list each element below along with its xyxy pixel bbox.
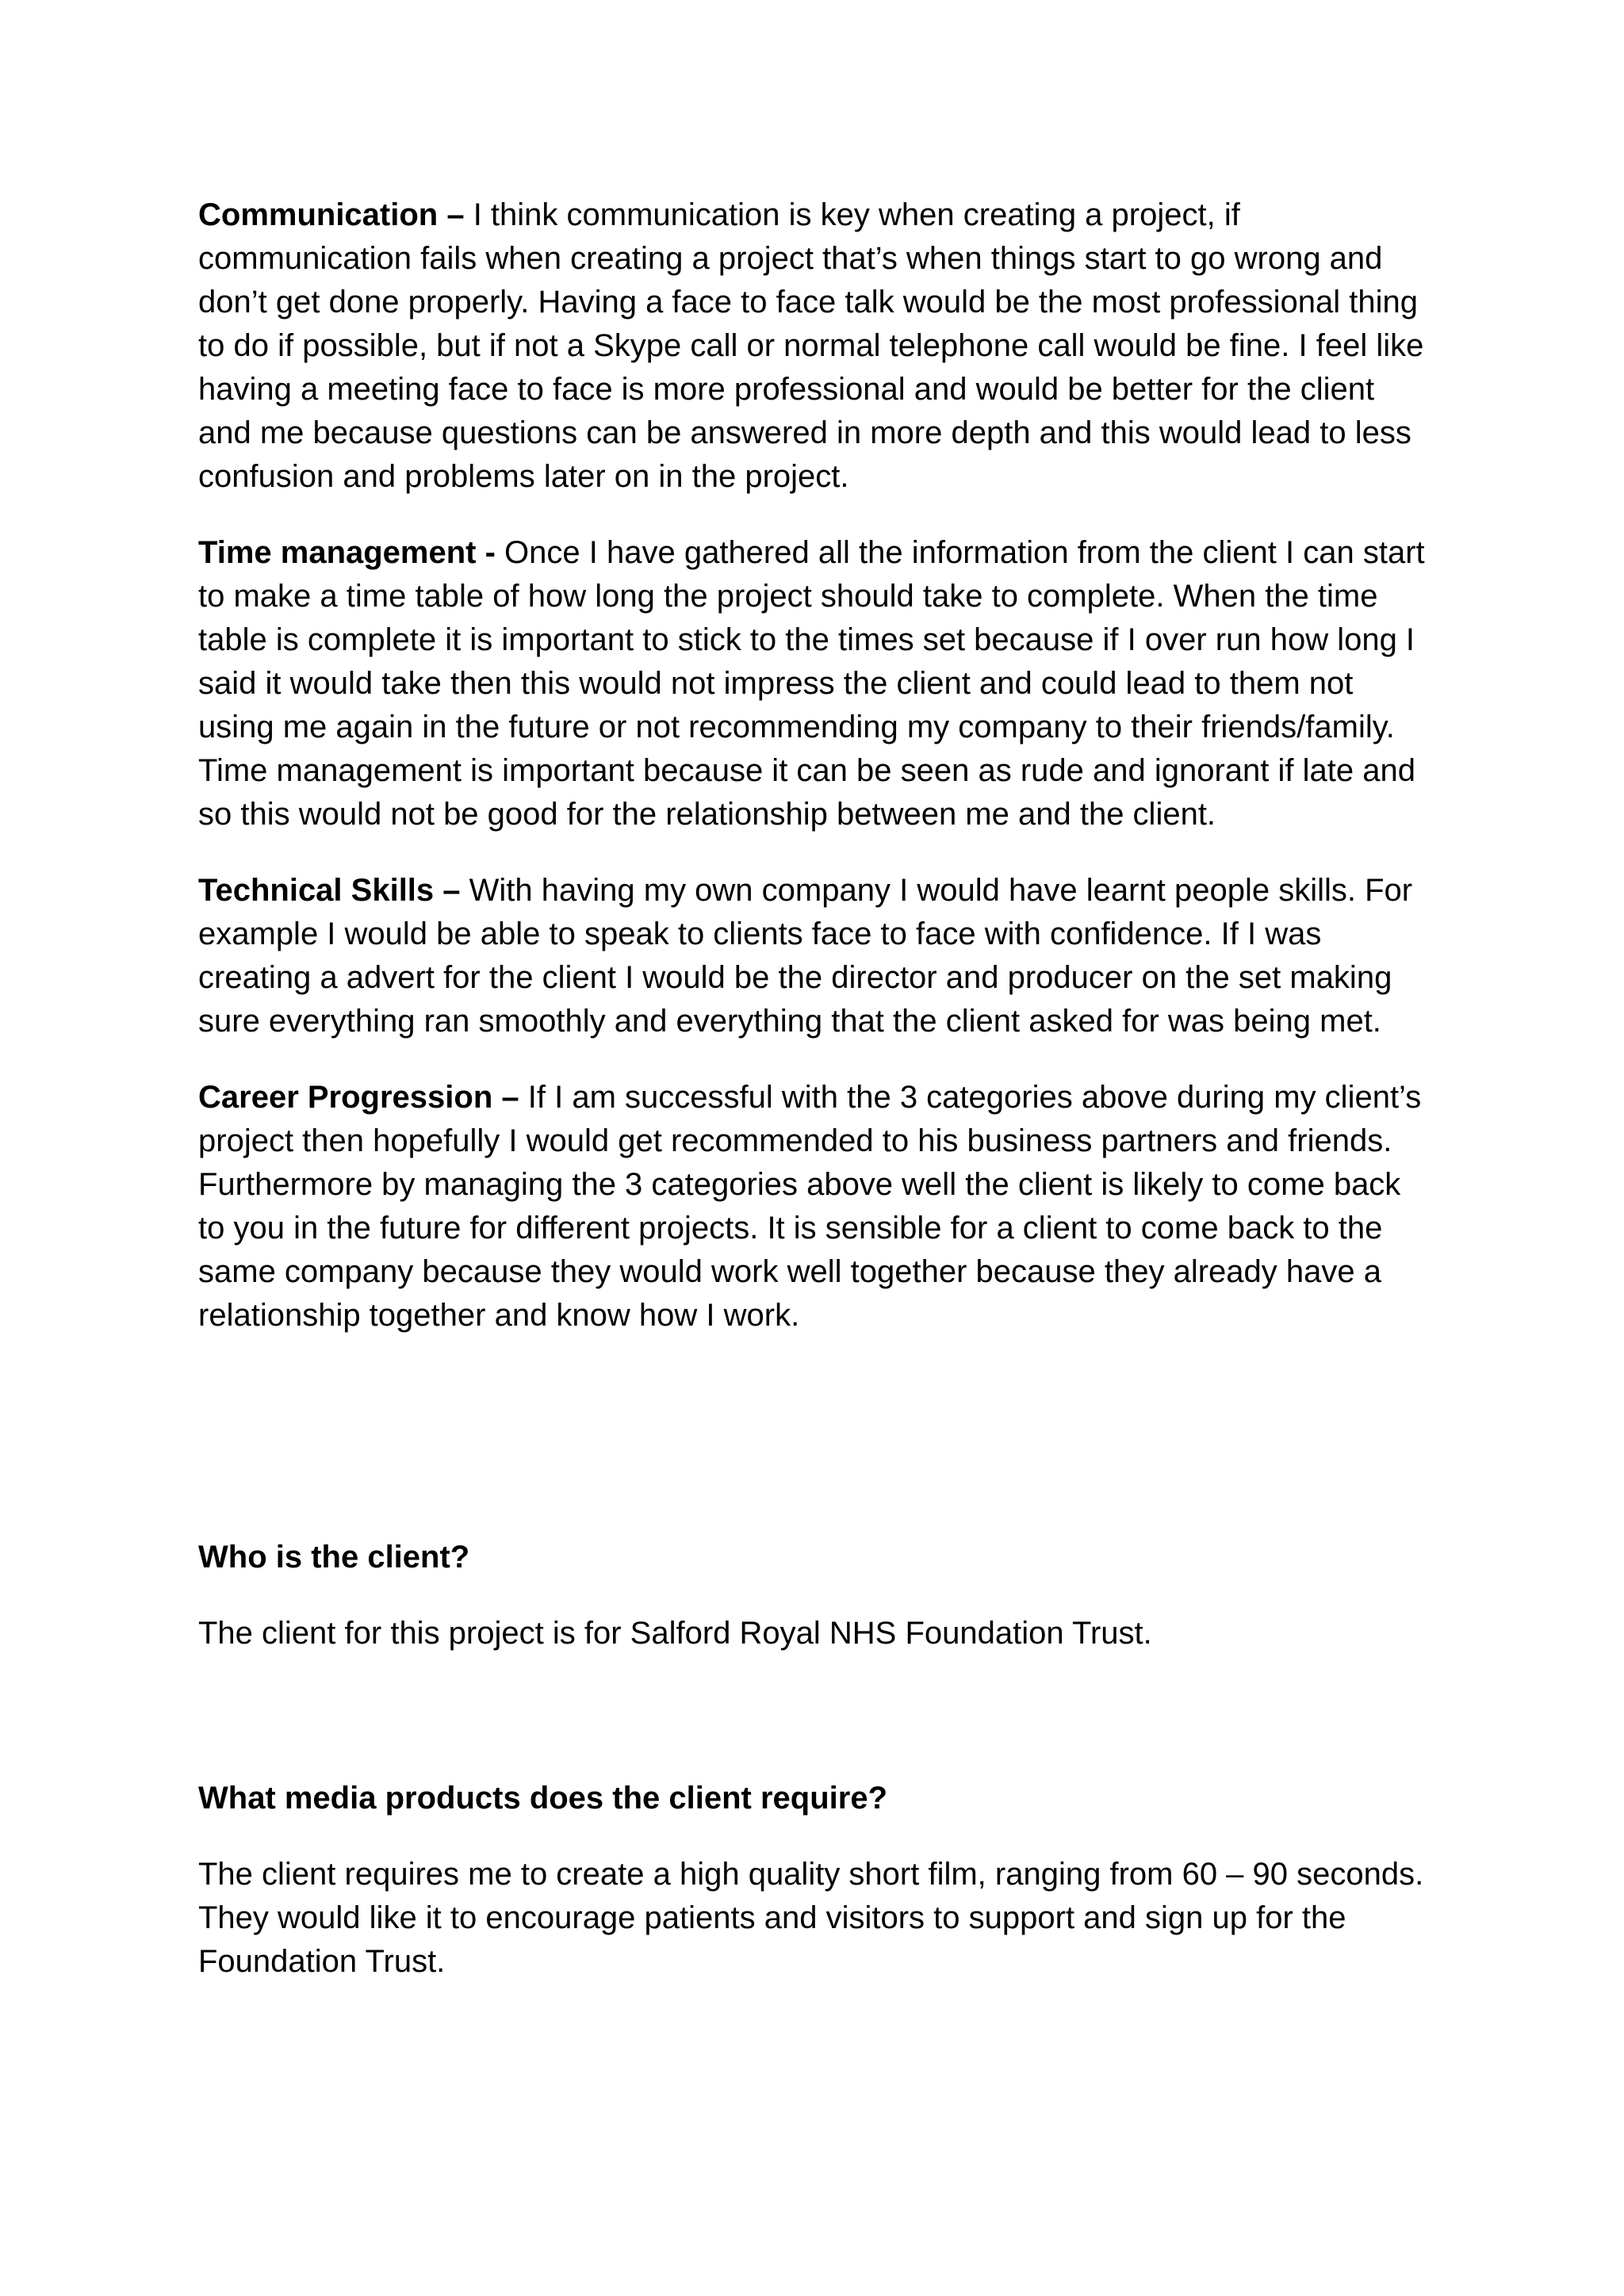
client-question-heading [198,1536,1435,1579]
document-page [198,193,1435,1984]
media-question-heading [198,1777,1435,1820]
technical-skills-text: With having my own company I would have learnt people skills. For example I would be able to speak to clients face to face with confidence. If I was creating a advert for the client I would be the director and producer on the set making sure everything ran smoothly and everything that the client asked for was being met. [198,873,1413,1039]
time-management-heading: Time management - [198,535,496,570]
technical-skills-paragraph [198,869,1435,1043]
time-management-paragraph [198,531,1435,836]
communication-heading: Communication – [198,197,465,232]
communication-text: I think communication is key when creating a project, if communication fails when creating a project that’s when things start to go wrong and don’t get done properly. Having a face to face talk would be the most professional thing to do if possible, but if not a Skype call or normal telephone call would be fine. I feel like having a meeting face to face is more professional and would be better for the client and me because questions can be answered in more depth and this would lead to less confusion and problems later on in the project. [198,197,1424,494]
media-question-text: What media products does the client require? [198,1781,888,1816]
career-progression-heading: Career Progression – [198,1080,519,1115]
communication-paragraph [198,193,1435,499]
time-management-text: Once I have gathered all the information from the client I can start to make a time table of how long the project should take to complete. When the time table is complete it is important to stick to the times set because if I over run how long I said it would take then this would not impress the client and could lead to them not using me again in the future or not recommending my company to their friends/family. Time management is important because it can be seen as rude and ignorant if late and so this would not be good for the relationship between me and the client. [198,535,1425,832]
media-answer: The client requires me to create a high quality short film, ranging from 60 – 90 seconds. They would like it to encourage patients and visitors to support and sign up for the Foundation Trust. [198,1857,1424,1979]
technical-skills-heading: Technical Skills – [198,873,461,908]
client-question-text: Who is the client? [198,1540,470,1575]
client-answer: The client for this project is for Salford Royal NHS Foundation Trust. [198,1616,1152,1651]
career-progression-paragraph [198,1076,1435,1337]
career-progression-text: If I am successful with the 3 categories above during my client’s project then hopefully I would get recommended to his business partners and friends. Furthermore by managing the 3 categories above well the client is likely to come back to you in the future for different projects. It is sensible for a client to come back to the same company because they would work well together because they already have a relationship together and know how I work. [198,1080,1422,1333]
